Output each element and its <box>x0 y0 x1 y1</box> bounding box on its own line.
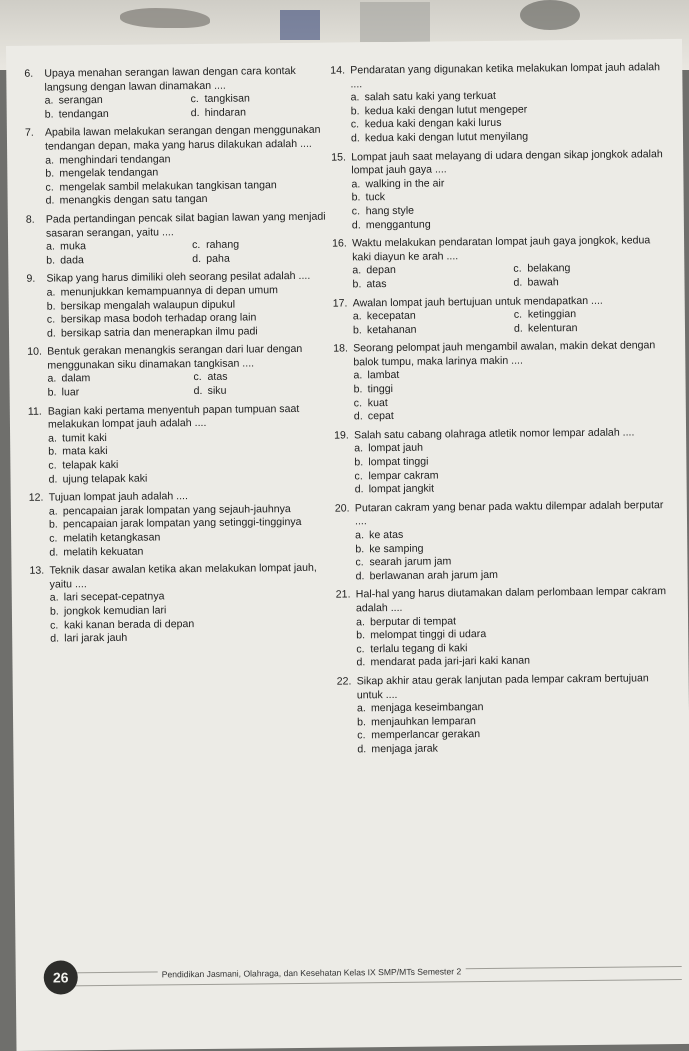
option-letter: d. <box>353 410 363 423</box>
left-column <box>24 65 336 652</box>
answer-option <box>191 92 331 107</box>
option-letter: d. <box>192 252 202 265</box>
option-letter: d. <box>513 322 523 335</box>
option-text: kedua kaki dengan kaki lurus <box>364 117 502 131</box>
option-text: hindaran <box>204 106 247 119</box>
option-letter: b. <box>352 323 362 337</box>
option-letter: d. <box>356 656 366 669</box>
page-number-badge: 26 <box>44 960 78 994</box>
question-stem <box>24 65 330 95</box>
answer-option <box>354 407 670 424</box>
question-item <box>28 402 335 487</box>
option-letter: a. <box>352 310 362 323</box>
option-text: luar <box>61 386 80 399</box>
question-number: 20. <box>334 502 350 515</box>
question-number: 9. <box>26 273 36 286</box>
answer-option <box>356 567 672 584</box>
option-text: kedua kaki dengan lutut mengeper <box>364 103 528 118</box>
option-letter: c. <box>350 118 360 131</box>
answer-option <box>514 321 669 336</box>
question-number: 17. <box>332 296 348 310</box>
option-text: berputar di tempat <box>369 614 457 628</box>
question-number: 16. <box>332 237 347 250</box>
option-letter: a. <box>351 178 361 191</box>
option-letter: a. <box>48 432 58 445</box>
option-text: menjaga keseimbangan <box>370 701 484 715</box>
question-text: Bentuk gerakan menangkis serangan dari luar dengan menggunakan siku dinamakan tangkisan .... <box>47 343 303 372</box>
question-stem <box>336 585 672 616</box>
option-letter: c. <box>50 619 59 632</box>
option-letter: c. <box>354 469 363 482</box>
question-number: 8. <box>25 213 35 226</box>
answer-option <box>191 105 331 120</box>
answer-options <box>357 699 674 757</box>
question-text: Tujuan lompat jauh adalah .... <box>48 490 188 504</box>
question-stem <box>333 339 669 370</box>
option-letter: c. <box>353 396 363 410</box>
option-letter: d. <box>355 570 365 583</box>
answer-option <box>46 192 332 209</box>
option-text: paha <box>206 252 230 265</box>
option-text: mengelak sambil melakukan tangkisan tangan <box>59 178 277 194</box>
option-text: dada <box>60 253 84 267</box>
question-item <box>25 124 332 209</box>
question-text: Apabila lawan melakukan serangan dengan menggunakan tendangan depan, maka yang harus dilakukan adalah .... <box>44 124 321 153</box>
question-number: 21. <box>335 588 351 601</box>
question-number: 22. <box>336 675 352 688</box>
option-text: menangkis dengan satu tangan <box>59 193 208 207</box>
option-letter: b. <box>45 167 55 180</box>
option-text: kuat <box>367 396 388 409</box>
question-text: Teknik dasar awalan ketika akan melakukan lompat jauh, yaitu .... <box>49 561 317 591</box>
option-text: lompat tinggi <box>368 455 429 469</box>
option-text: walking in the air <box>365 177 445 190</box>
option-letter: a. <box>48 505 58 518</box>
option-text: tumit kaki <box>62 431 107 445</box>
option-text: berlawanan arah jarum jam <box>369 568 499 583</box>
option-letter: a. <box>45 154 55 167</box>
option-text: jongkok kemudian lari <box>63 604 167 618</box>
answer-option <box>513 275 668 290</box>
option-text: pencapaian jarak lompatan yang sejauh-jauhnya <box>62 502 291 518</box>
answer-options <box>47 284 334 341</box>
option-text: tendangan <box>58 107 109 121</box>
option-letter: c. <box>513 308 523 321</box>
option-letter: a. <box>355 529 365 542</box>
textbook-page <box>6 39 689 1051</box>
question-text: Awalan lompat jauh bertujuan untuk mendapatkan .... <box>352 294 603 309</box>
answer-option <box>193 370 333 385</box>
option-text: ke samping <box>369 542 424 555</box>
option-letter: d. <box>357 743 367 756</box>
option-text: menjaga jarak <box>371 742 438 756</box>
option-text: melatih kekuatan <box>63 545 144 559</box>
answer-options <box>353 307 669 337</box>
option-letter: d. <box>190 106 200 119</box>
option-text: bersikap masa bodoh terhadap orang lain <box>60 311 257 326</box>
question-number: 10. <box>27 345 43 359</box>
option-letter: c. <box>46 313 56 326</box>
answer-option <box>48 470 334 487</box>
option-letter: d. <box>49 546 59 559</box>
option-letter: a. <box>355 615 365 628</box>
question-text: Pendaratan yang digunakan ketika melakukan lompat jauh adalah .... <box>350 61 661 90</box>
option-text: menghindari tendangan <box>59 152 171 167</box>
answer-option <box>355 480 671 497</box>
option-text: mengelak tendangan <box>59 166 159 180</box>
question-stem <box>28 402 334 432</box>
option-text: kecepatan <box>366 309 416 323</box>
option-letter: c. <box>356 643 365 656</box>
option-text: bersikap mengalah walaupun dipukul <box>60 298 236 312</box>
option-letter: c. <box>45 181 54 194</box>
question-item <box>26 270 333 341</box>
option-text: lari jarak jauh <box>64 631 128 645</box>
footer-book-title: Pendidikan Jasmani, Olahraga, dan Kesehatan Kelas IX SMP/MTs Semester 2 <box>158 966 466 979</box>
option-text: telapak kaki <box>62 458 119 472</box>
option-text: pencapaian jarak lompatan yang setinggi-tingginya <box>62 516 302 531</box>
option-letter: a. <box>352 264 362 277</box>
option-text: tinggi <box>367 383 394 396</box>
option-text: ketahanan <box>366 323 417 336</box>
option-text: menunjukkan kemampuannya di depan umum <box>60 284 278 299</box>
option-text: kedua kaki dengan lutut menyilang <box>364 130 529 145</box>
question-text: Waktu melakukan pendaratan lompat jauh gaya jongkok, kedua kaki diayun ke arah .... <box>352 234 651 264</box>
option-text: lempar cakram <box>368 469 439 482</box>
answer-option <box>46 253 186 268</box>
question-item <box>330 61 667 146</box>
question-text: Hal-hal yang harus diutamakan dalam perlombaan lempar cakram adalah .... <box>355 585 667 615</box>
question-stem <box>25 124 331 154</box>
option-letter: a. <box>47 372 57 386</box>
option-letter: a. <box>49 591 59 604</box>
question-stem <box>26 211 332 241</box>
question-number: 6. <box>24 67 34 80</box>
option-letter: c. <box>190 93 199 106</box>
answer-options <box>47 370 333 400</box>
question-stem <box>331 148 667 179</box>
question-item <box>29 489 336 560</box>
answer-option <box>47 372 187 387</box>
question-number: 14. <box>330 64 346 77</box>
question-text: Sikap yang harus dimiliki oleh seorang pesilat adalah .... <box>46 270 311 285</box>
option-letter: a. <box>353 369 363 382</box>
option-text: belakang <box>527 262 571 275</box>
option-letter: c. <box>192 239 201 252</box>
option-letter: a. <box>46 240 56 253</box>
option-text: serangan <box>58 94 103 107</box>
option-text: searah jarum jam <box>369 555 452 569</box>
option-letter: b. <box>356 629 366 642</box>
answer-option <box>351 129 667 146</box>
option-text: terlalu tegang di kaki <box>370 641 468 655</box>
option-letter: d. <box>350 132 360 145</box>
answer-options <box>354 440 671 498</box>
option-text: melatih ketangkasan <box>63 531 161 545</box>
background-blur-shape <box>360 2 430 42</box>
question-item <box>333 339 670 424</box>
question-text: Pada pertandingan pencak silat bagian lawan yang menjadi sasaran serangan, yaitu .... <box>45 210 326 240</box>
option-letter: d. <box>513 276 523 289</box>
option-letter: b. <box>352 278 362 291</box>
option-text: dalam <box>61 372 91 385</box>
option-text: tangkisan <box>204 92 250 106</box>
question-text: Seorang pelompat jauh mengambil awalan, makin dekat dengan balok tumpu, maka larinya makin .... <box>353 339 656 369</box>
question-number: 12. <box>28 491 44 505</box>
option-text: memperlancar gerakan <box>371 728 481 742</box>
answer-options <box>356 613 673 671</box>
option-text: rahang <box>206 238 240 252</box>
option-text: menggantung <box>365 218 431 231</box>
answer-options <box>45 92 331 122</box>
question-number: 13. <box>29 564 45 577</box>
right-column <box>330 61 673 762</box>
option-letter: a. <box>46 286 56 299</box>
answer-option <box>194 384 334 399</box>
option-letter: b. <box>47 386 57 399</box>
option-letter: b. <box>48 518 58 531</box>
option-letter: d. <box>46 327 56 340</box>
question-number: 19. <box>334 429 349 442</box>
option-letter: b. <box>44 108 54 121</box>
option-letter: d. <box>50 632 60 645</box>
option-letter: c. <box>355 556 364 569</box>
answer-options <box>355 526 672 584</box>
answer-option <box>50 630 336 647</box>
option-letter: c. <box>193 371 202 384</box>
question-number: 15. <box>331 151 346 164</box>
option-letter: a. <box>44 94 54 107</box>
background-blur-shape <box>520 0 580 30</box>
page-footer <box>36 954 686 995</box>
option-letter: b. <box>351 191 361 204</box>
option-text: lompat jauh <box>368 442 424 455</box>
option-letter: c. <box>49 532 58 545</box>
question-item <box>331 148 668 233</box>
question-text: Putaran cakram yang benar pada waktu dilempar adalah berputar .... <box>354 498 664 528</box>
answer-option <box>45 107 185 122</box>
question-text: Lompat jauh saat melayang di udara dengan sikap jongkok adalah lompat jauh gaya .... <box>351 147 663 177</box>
option-text: hang style <box>365 204 415 218</box>
answer-options <box>45 151 332 208</box>
option-text: menjauhkan lemparan <box>371 714 476 728</box>
option-text: cepat <box>367 410 394 423</box>
answer-option <box>352 216 668 233</box>
option-letter: d. <box>351 218 361 231</box>
option-text: kaki kanan berada di depan <box>64 617 195 631</box>
option-text: atas <box>366 277 387 291</box>
question-stem <box>27 343 333 373</box>
answer-options <box>50 589 337 646</box>
question-number: 18. <box>333 342 348 355</box>
option-letter: d. <box>48 473 58 486</box>
answer-option <box>47 324 333 341</box>
question-item <box>336 585 673 670</box>
answer-options <box>352 261 668 291</box>
option-text: mendarat pada jari-jari kaki kanan <box>370 654 531 669</box>
question-stem <box>330 61 666 92</box>
option-text: lompat jangkit <box>368 482 435 496</box>
question-stem <box>332 234 668 265</box>
answer-option <box>352 277 507 292</box>
answer-option <box>46 239 186 254</box>
option-text: depan <box>366 264 396 277</box>
option-text: bersikap satria dan menerapkan ilmu padi <box>60 325 258 340</box>
option-letter: c. <box>357 729 366 742</box>
option-letter: b. <box>48 445 58 459</box>
answer-option <box>192 238 332 253</box>
option-letter: d. <box>354 483 364 496</box>
option-letter: c. <box>351 205 361 218</box>
question-item <box>24 65 331 123</box>
answer-options <box>353 367 670 425</box>
option-text: ujung telapak kaki <box>62 472 148 486</box>
option-text: mata kaki <box>62 445 108 458</box>
option-letter: b. <box>355 542 365 555</box>
answer-options <box>351 175 668 233</box>
option-letter: c. <box>513 262 522 276</box>
option-letter: a. <box>354 442 364 455</box>
question-number: 11. <box>27 405 42 418</box>
option-letter: a. <box>350 91 360 104</box>
question-stem <box>337 672 673 703</box>
question-item <box>334 426 671 497</box>
background-blur-shape <box>280 10 320 40</box>
answer-option <box>48 385 188 400</box>
question-item <box>335 499 672 584</box>
option-text: atas <box>207 371 228 384</box>
question-stem <box>335 499 671 530</box>
option-text: kelenturan <box>527 321 578 335</box>
option-text: lari secepat-cepatnya <box>63 590 165 604</box>
question-stem <box>29 562 335 592</box>
option-text: ke atas <box>369 528 404 542</box>
option-text: tuck <box>365 191 386 204</box>
answer-option <box>353 322 508 337</box>
option-letter: b. <box>353 383 363 396</box>
question-item <box>332 234 669 292</box>
answer-options <box>49 502 336 559</box>
option-letter: b. <box>350 105 360 118</box>
option-text: lambat <box>367 369 400 382</box>
option-letter: b. <box>46 299 56 313</box>
question-item <box>27 343 334 401</box>
option-letter: b. <box>46 254 56 267</box>
answer-options <box>350 88 667 146</box>
question-text: Upaya menahan serangan lawan dengan cara kontak langsung dengan lawan dinamakan .... <box>44 64 296 94</box>
option-letter: a. <box>356 702 366 715</box>
question-item <box>29 562 336 647</box>
option-letter: b. <box>49 605 59 618</box>
question-item <box>333 294 669 338</box>
option-letter: b. <box>357 715 367 729</box>
background-blur-shape <box>120 8 210 28</box>
option-letter: b. <box>354 456 364 469</box>
option-text: siku <box>207 384 227 397</box>
question-number: 7. <box>24 127 34 140</box>
answer-option <box>192 251 332 266</box>
option-text: melompat tinggi di udara <box>370 628 487 642</box>
question-item <box>26 211 333 269</box>
question-item <box>337 672 674 757</box>
question-text: Sikap akhir atau gerak lanjutan pada lempar cakram bertujuan untuk .... <box>356 672 649 701</box>
question-text: Bagian kaki pertama menyentuh papan tumpuan saat melakukan lompat jauh adalah .... <box>47 402 300 431</box>
answer-options <box>48 429 335 486</box>
option-text: muka <box>60 240 87 253</box>
answer-option <box>356 653 672 670</box>
option-text: salah satu kaki yang terkuat <box>364 90 496 104</box>
option-letter: c. <box>48 459 57 472</box>
answer-option <box>49 543 335 560</box>
answer-option <box>357 740 673 757</box>
option-text: ketinggian <box>527 308 577 321</box>
option-letter: d. <box>193 385 203 398</box>
answer-options <box>46 238 332 268</box>
question-text: Salah satu cabang olahraga atletik nomor lempar adalah .... <box>354 426 635 442</box>
answer-option <box>45 93 185 108</box>
option-text: bawah <box>527 276 559 289</box>
option-letter: d. <box>45 194 55 207</box>
